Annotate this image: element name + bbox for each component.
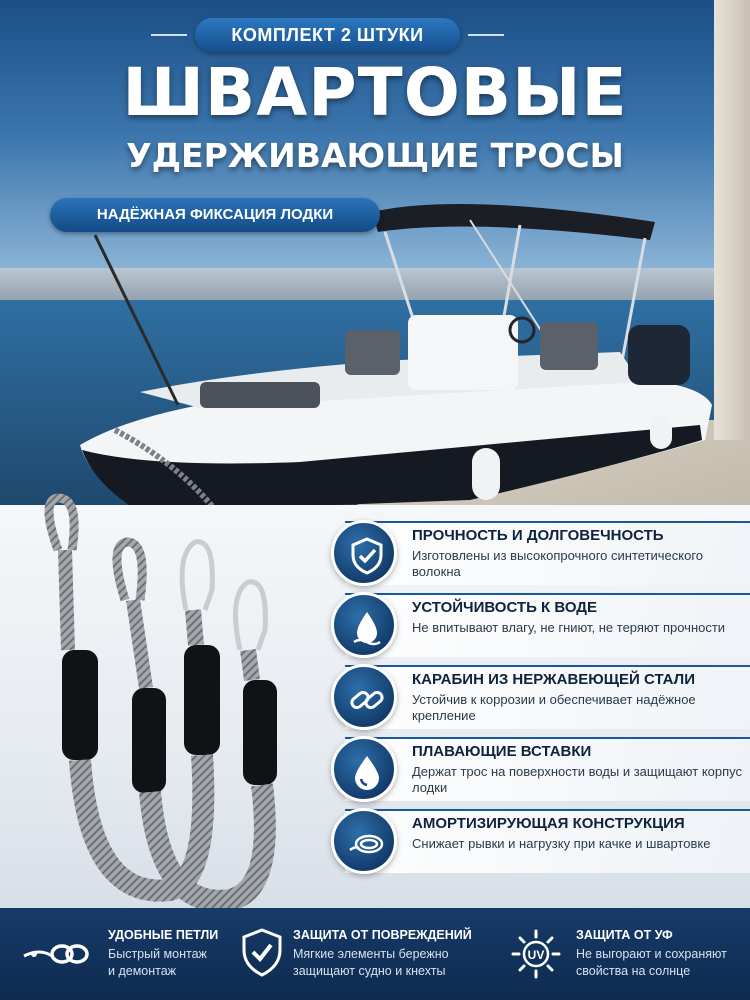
benefit-description: Мягкие элементы бережно защищают судно и кнехты — [293, 947, 449, 978]
feature-water-resistance — [325, 587, 750, 659]
rope-loop-icon — [22, 928, 92, 983]
features-list — [325, 515, 750, 875]
bottom-benefits-bar — [0, 908, 750, 1000]
benefit-title: ЗАЩИТА ОТ УФ — [576, 928, 673, 942]
benefit-loops — [22, 908, 252, 1000]
benefit-uv — [510, 908, 740, 1000]
feature-description: Держат трос на поверхности воды и защищают корпус лодки — [412, 764, 743, 795]
float-insert-1 — [62, 650, 98, 760]
chain-link-icon — [331, 664, 397, 730]
feature-description: Не впитывают влагу, не гниют, не теряют прочности — [412, 620, 726, 635]
kit-count-badge: КОМПЛЕКТ 2 ШТУКИ — [195, 18, 460, 52]
benefit-protection — [240, 908, 490, 1000]
benefit-title: ЗАЩИТА ОТ ПОВРЕЖДЕНИЙ — [293, 928, 472, 942]
reliability-badge: НАДЁЖНАЯ ФИКСАЦИЯ ЛОДКИ — [50, 198, 380, 232]
shield-check-icon — [331, 520, 397, 586]
feature-title: ПРОЧНОСТЬ И ДОЛГОВЕЧНОСТЬ — [412, 527, 664, 544]
feature-title: УСТОЙЧИВОСТЬ К ВОДЕ — [412, 599, 597, 616]
feature-description: Изготовлены из высокопрочного синтетического волокна — [412, 548, 704, 579]
rope-coil-icon — [331, 808, 397, 874]
feature-title: АМОРТИЗИРУЮЩАЯ КОНСТРУКЦИЯ — [412, 815, 685, 832]
feature-title: ПЛАВАЮЩИЕ ВСТАВКИ — [412, 743, 592, 760]
feature-strength — [325, 515, 750, 587]
feature-carabiner — [325, 659, 750, 731]
feature-title: КАРАБИН ИЗ НЕРЖАВЕЮЩЕЙ СТАЛИ — [412, 671, 695, 688]
benefit-title: УДОБНЫЕ ПЕТЛИ — [108, 928, 219, 942]
float-insert-3 — [184, 645, 220, 755]
float-insert-4 — [243, 680, 277, 785]
feature-description: Устойчив к коррозии и обеспечивает надёжное крепление — [412, 692, 696, 723]
water-drop-icon — [331, 736, 397, 802]
shield-check-icon — [240, 928, 284, 983]
page-subtitle: УДЕРЖИВАЮЩИЕ ТРОСЫ — [126, 136, 624, 175]
water-drops-icon — [331, 592, 397, 658]
feature-floating-inserts — [325, 731, 750, 803]
page-title: ШВАРТОВЫЕ — [122, 54, 628, 131]
feature-description: Снижает рывки и нагрузку при качке и швартовке — [412, 836, 711, 851]
mooring-ropes-product-image — [0, 480, 330, 910]
benefit-description: Быстрый монтаж и демонтаж — [108, 947, 207, 978]
uv-sun-icon — [510, 928, 562, 985]
float-insert-2 — [132, 688, 166, 793]
feature-shock-absorbing — [325, 803, 750, 875]
uv-label: UV — [527, 948, 545, 962]
benefit-description: Не выгорают и сохраняют свойства на солнце — [576, 947, 727, 978]
